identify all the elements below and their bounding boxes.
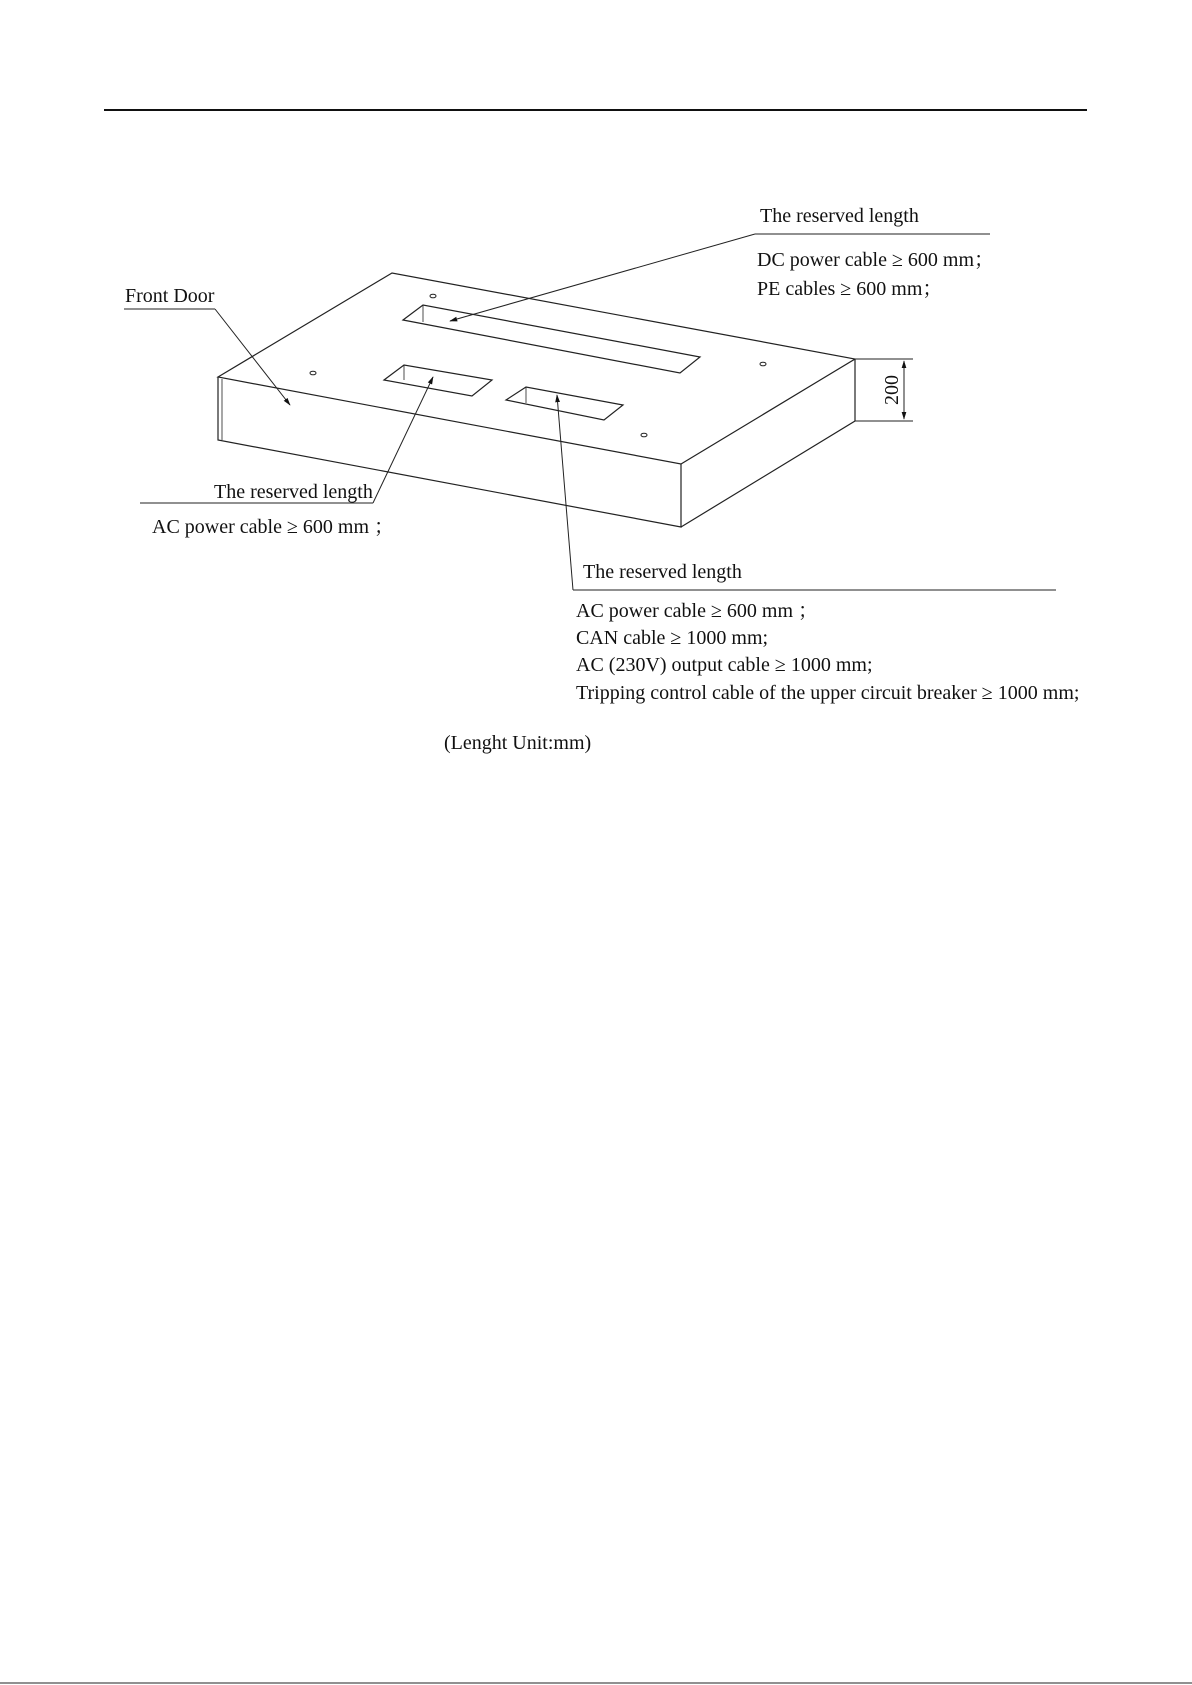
base-front-face (218, 377, 681, 527)
top-callout-heading: The reserved length (760, 205, 919, 227)
right-callout-line: AC (230V) output cable ≥ 1000 mm; (576, 654, 873, 676)
right-callout-heading: The reserved length (583, 561, 742, 583)
dimension-value: 200 (881, 375, 903, 405)
left-opening (384, 365, 492, 396)
unit-note: (Lenght Unit:mm) (444, 732, 592, 754)
left-callout-line: AC power cable ≥ 600 mm ； (152, 516, 395, 538)
top-callout-line: PE cables ≥ 600 mm； (757, 278, 943, 300)
right-callout-line: AC power cable ≥ 600 mm ； (576, 600, 819, 622)
left-callout-heading: The reserved length (214, 481, 373, 503)
long-opening (403, 305, 700, 373)
right-callout-line: CAN cable ≥ 1000 mm; (576, 627, 769, 649)
base-top-face (218, 273, 855, 464)
mounting-holes (310, 294, 766, 437)
front-door-label: Front Door (125, 285, 215, 307)
front-door-leader (124, 309, 290, 405)
right-opening (506, 387, 623, 420)
right-callout-line: Tripping control cable of the upper circuit breaker ≥ 1000 mm; (576, 682, 1080, 704)
top-callout-line: DC power cable ≥ 600 mm； (757, 249, 995, 271)
base-side-face (681, 359, 855, 527)
cable-openings (384, 305, 700, 420)
